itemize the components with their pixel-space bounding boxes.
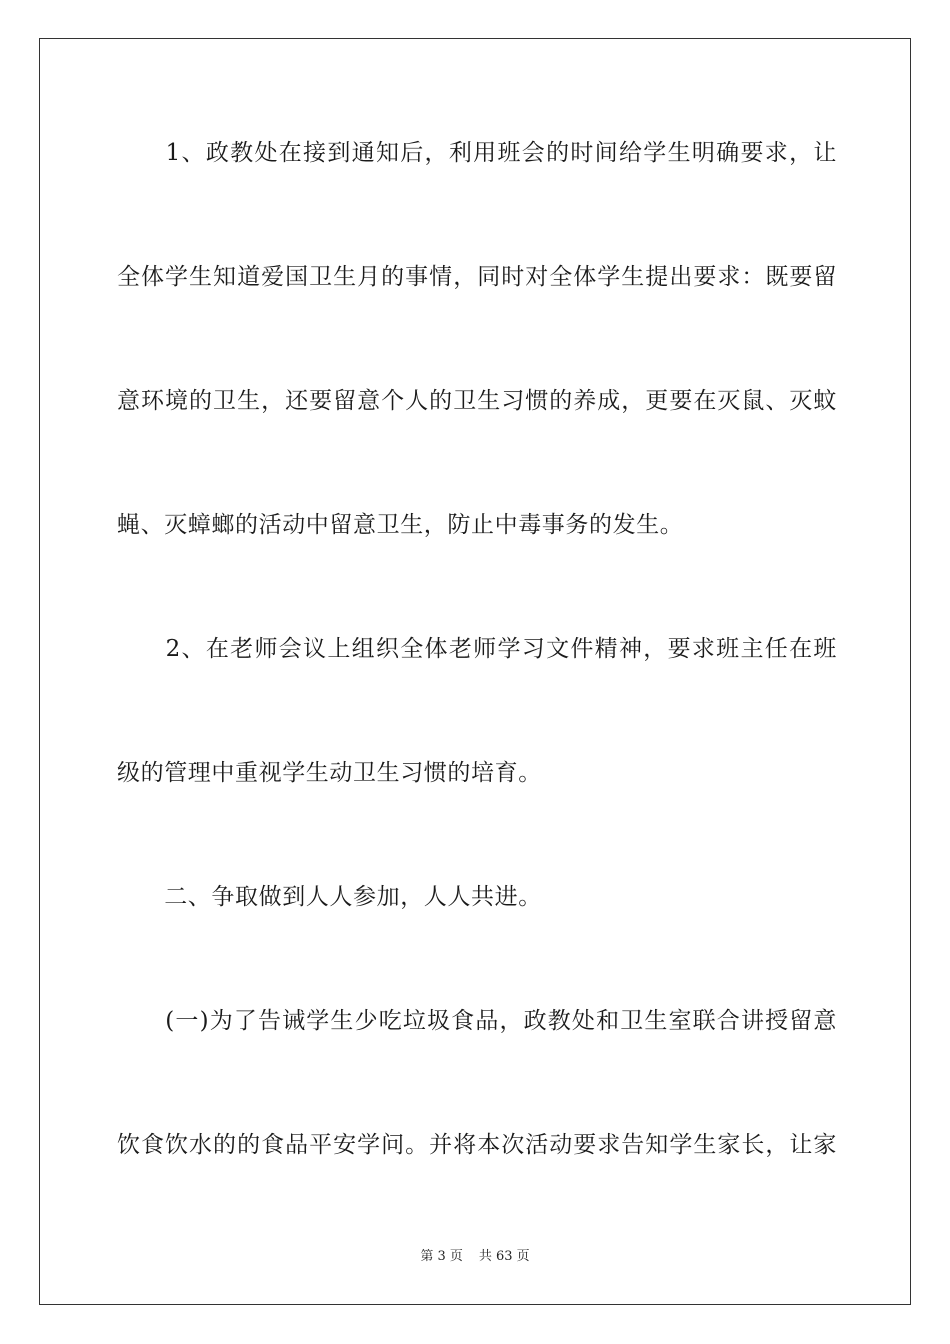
body-text-line: 二、争取做到人人参加，人人共进。 <box>117 884 542 910</box>
body-text-line: 全体学生知道爱国卫生月的事情，同时对全体学生提出要求：既要留 <box>117 264 837 290</box>
body-text-line: 级的管理中重视学生动卫生习惯的培育。 <box>117 760 542 786</box>
body-text-line: 蝇、灭蟑螂的活动中留意卫生，防止中毒事务的发生。 <box>117 512 684 538</box>
body-text-line: 意环境的卫生，还要留意个人的卫生习惯的养成，更要在灭鼠、灭蚊 <box>117 388 837 414</box>
page-frame <box>39 38 911 1305</box>
body-text-line: (一)为了告诫学生少吃垃圾食品，政教处和卫生室联合讲授留意 <box>117 1008 837 1034</box>
body-text-line: 饮食饮水的的食品平安学问。并将本次活动要求告知学生家长，让家 <box>117 1132 837 1158</box>
body-text-line: 1、政教处在接到通知后，利用班会的时间给学生明确要求，让 <box>117 140 837 166</box>
total-pages: 共 63 页 <box>478 1249 530 1264</box>
body-text-line: 2、在老师会议上组织全体老师学习文件精神，要求班主任在班 <box>117 636 837 662</box>
page-number: 第 3 页 <box>420 1249 463 1264</box>
page-footer <box>0 1248 950 1266</box>
